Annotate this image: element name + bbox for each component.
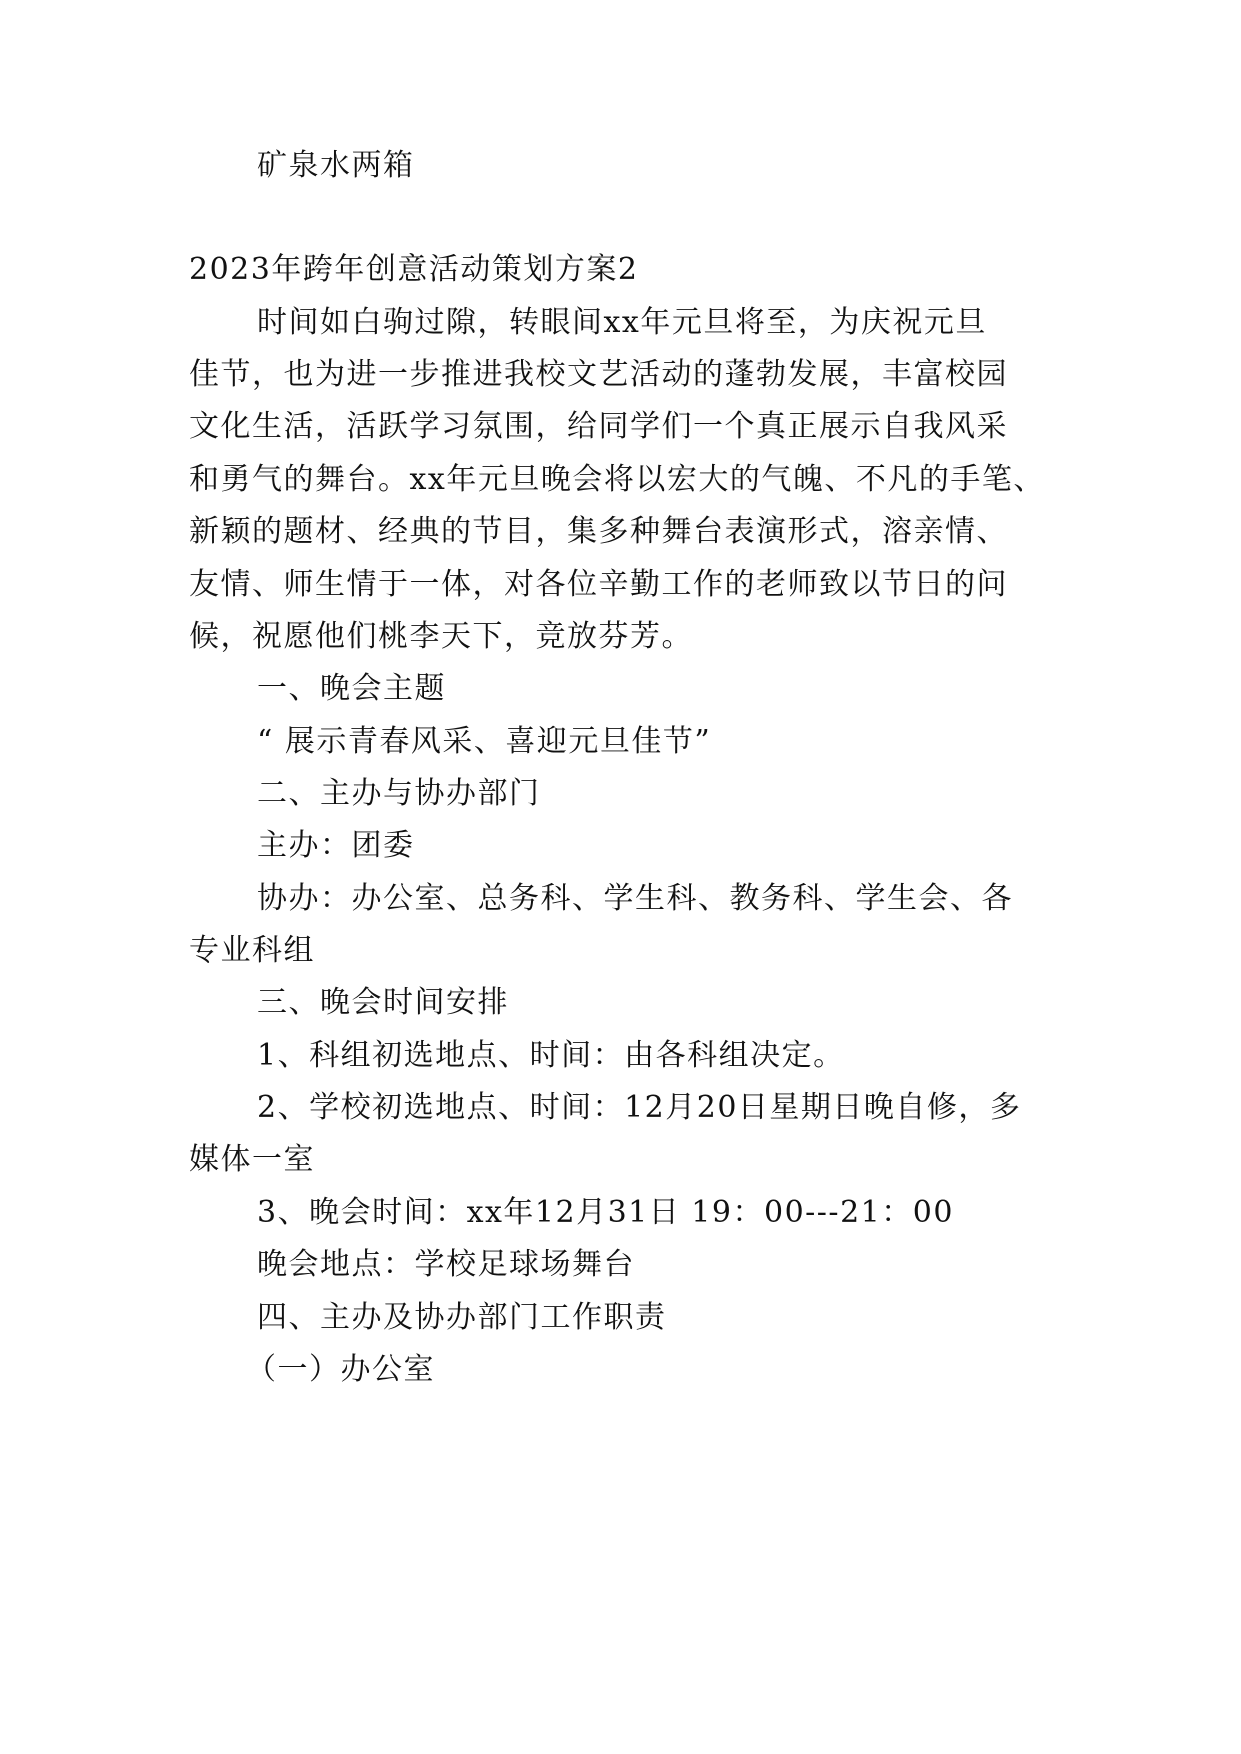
intro-line-4: 和勇气的舞台。xx年元旦晚会将以宏大的气魄、不凡的手笔、 xyxy=(189,462,1045,497)
intro-line-5: 新颖的题材、经典的节目，集多种舞台表演形式，溶亲情、 xyxy=(189,514,1008,549)
theme-line: “ 展示青春风采、喜迎元旦佳节” xyxy=(257,724,712,759)
document-heading: 2023年跨年创意活动策划方案2 xyxy=(189,252,639,287)
schedule-item-3: 3、晚会时间：xx年12月31日 19：00---21：00 xyxy=(257,1195,954,1230)
intro-line-2: 佳节，也为进一步推进我校文艺活动的蓬勃发展，丰富校园 xyxy=(189,357,1008,392)
section-1-title: 一、晚会主题 xyxy=(257,671,446,706)
intro-line-6: 友情、师生情于一体，对各位辛勤工作的老师致以节日的问 xyxy=(189,567,1008,602)
supply-item-line: 矿泉水两箱 xyxy=(257,148,415,183)
schedule-item-1: 1、科组初选地点、时间：由各科组决定。 xyxy=(257,1038,845,1073)
section-4-title: 四、主办及协办部门工作职责 xyxy=(257,1300,667,1335)
section-3-title: 三、晚会时间安排 xyxy=(257,985,509,1020)
schedule-item-2-line-1: 2、学校初选地点、时间：12月20日星期日晚自修，多 xyxy=(257,1090,1022,1125)
co-host-line-2: 专业科组 xyxy=(189,933,315,968)
intro-line-1: 时间如白驹过隙，转眼间xx年元旦将至，为庆祝元旦 xyxy=(257,305,987,340)
intro-line-3: 文化生活，活跃学习氛围，给同学们一个真正展示自我风采 xyxy=(189,409,1008,444)
host-line: 主办：团委 xyxy=(257,828,415,863)
venue-line: 晚会地点：学校足球场舞台 xyxy=(257,1247,635,1282)
schedule-item-2-line-2: 媒体一室 xyxy=(189,1142,315,1177)
subsection-1-title: （一）办公室 xyxy=(246,1352,435,1387)
co-host-line-1: 协办：办公室、总务科、学生科、教务科、学生会、各 xyxy=(257,881,1013,916)
intro-line-7: 候，祝愿他们桃李天下，竞放芬芳。 xyxy=(189,619,693,654)
section-2-title: 二、主办与协办部门 xyxy=(257,776,541,811)
